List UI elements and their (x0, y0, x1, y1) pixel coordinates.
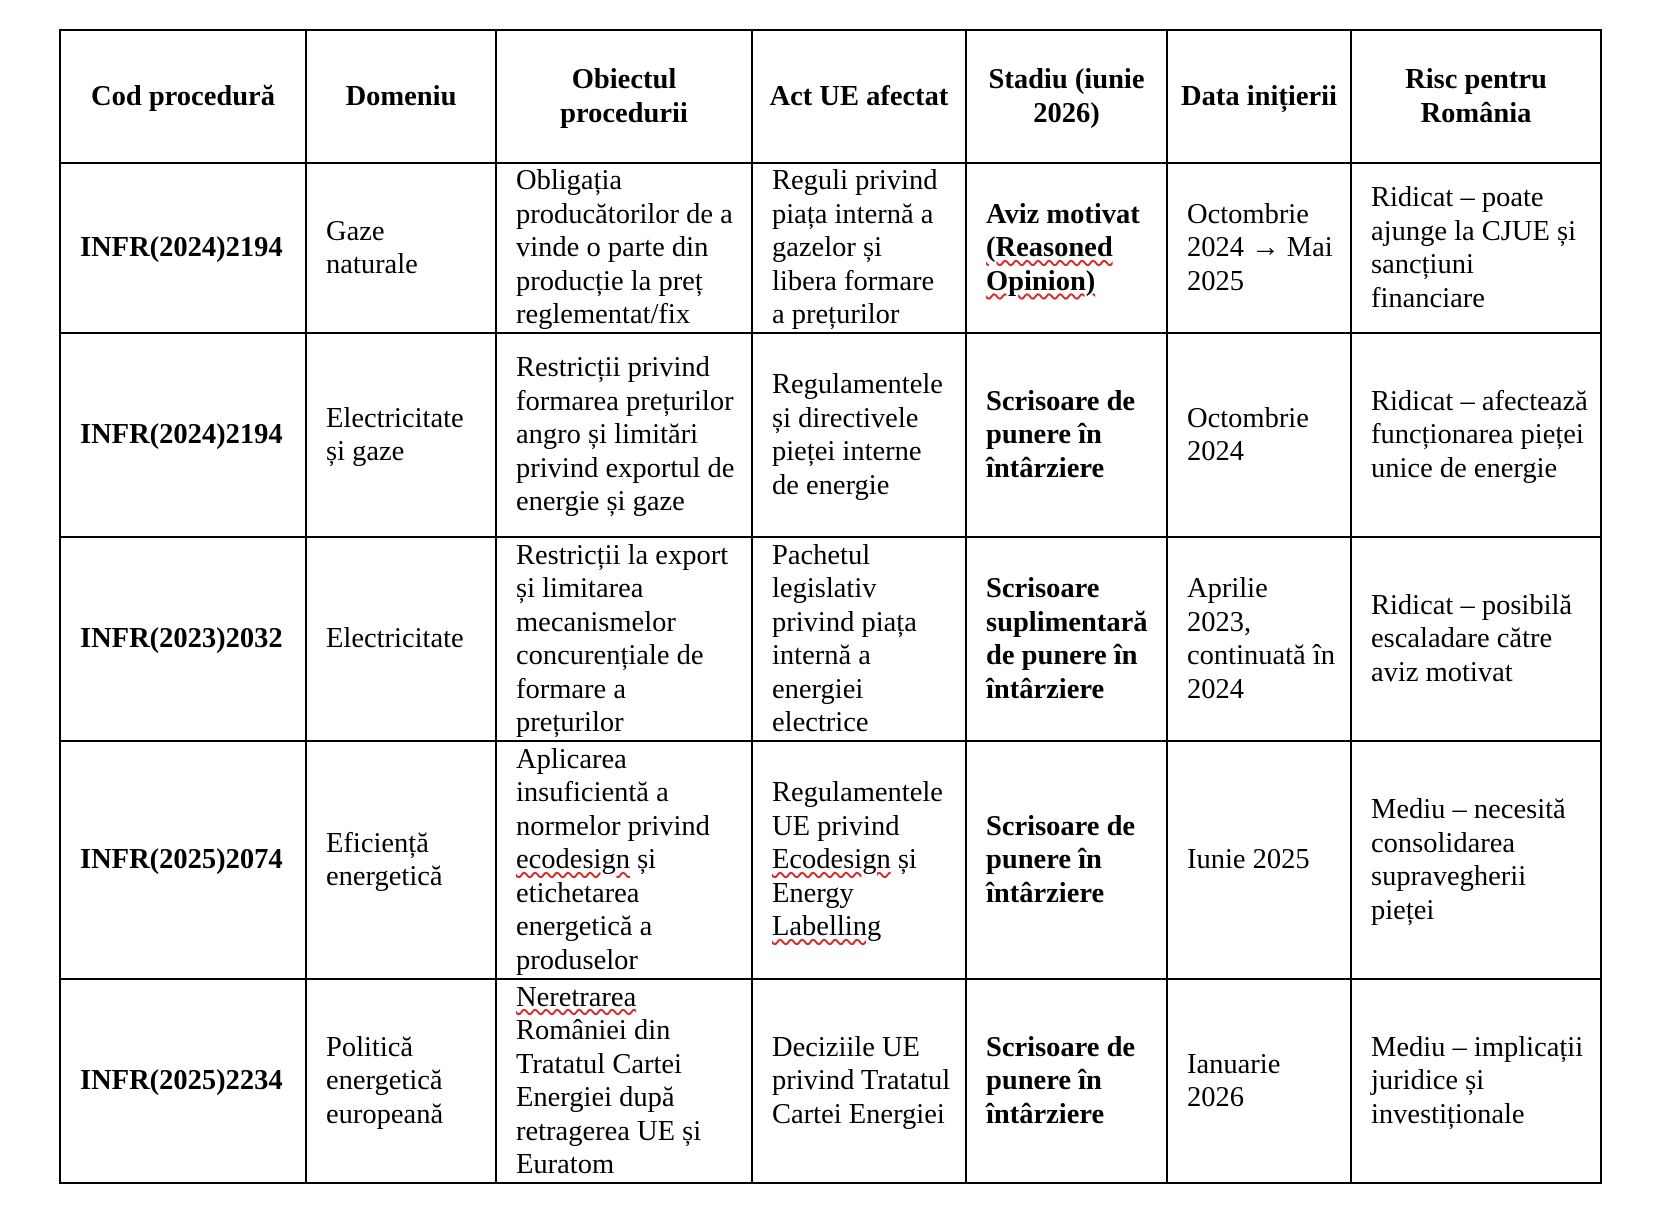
start-date-cell: Octombrie 2024 → Mai 2025 (1167, 163, 1351, 333)
risk-cell: Mediu – necesită consolidarea supravegherii pieței (1351, 741, 1601, 979)
risk-cell: Mediu – implicații juridice și investiționale (1351, 979, 1601, 1183)
spellcheck-flagged-text: ecodesign (516, 844, 630, 876)
start-date-cell: Octombrie 2024 (1167, 333, 1351, 537)
spellcheck-flagged-text: Ecodesign (772, 844, 891, 876)
object-text: Aplicarea insuficientă a normelor privind (516, 743, 710, 842)
stage-cell: Scrisoare de punere în întârziere (966, 333, 1167, 537)
start-date-cell: Ianuarie 2026 (1167, 979, 1351, 1183)
header-procedure-object: Obiectul procedurii (496, 30, 752, 163)
object-cell: Obligația producătorilor de a vinde o parte din producție la preț reglementat/fix (496, 163, 752, 333)
object-text: și etichetarea energetică a produselor (516, 844, 657, 976)
risk-cell: Ridicat – afectează funcționarea pieței unice de energie (1351, 333, 1601, 537)
object-cell (496, 741, 752, 979)
header-domain: Domeniu (306, 30, 496, 163)
domain-cell: Electricitate (306, 537, 496, 741)
header-eu-act: Act UE afectat (752, 30, 966, 163)
risk-cell: Ridicat – posibilă escaladare către aviz motivat (1351, 537, 1601, 741)
spellcheck-flagged-text: (Reasoned Opinion) (986, 232, 1113, 297)
act-text: Regulamentele UE privind (772, 777, 943, 842)
domain-cell: Electricitate și gaze (306, 333, 496, 537)
object-cell: Restricții privind formarea prețurilor angro și limitări privind exportul de energie și gaze (496, 333, 752, 537)
start-date-cell: Aprilie 2023, continuată în 2024 (1167, 537, 1351, 741)
eu-act-cell: Reguli privind piața internă a gazelor și libera formare a prețurilor (752, 163, 966, 333)
procedure-code-cell: INFR(2024)2194 (60, 163, 306, 333)
stage-cell: Scrisoare de punere în întârziere (966, 979, 1167, 1183)
stage-cell: Scrisoare de punere în întârziere (966, 741, 1167, 979)
table-row (60, 741, 1601, 979)
spellcheck-flagged-text: Labelling (772, 911, 882, 943)
act-text: și Energy (772, 844, 917, 909)
risk-cell: Ridicat – poate ajunge la CJUE și sancțiuni financiare (1351, 163, 1601, 333)
start-date-cell: Iunie 2025 (1167, 741, 1351, 979)
procedure-code-cell: INFR(2024)2194 (60, 333, 306, 537)
table-row (60, 979, 1601, 1183)
domain-cell: Politică energetică europeană (306, 979, 496, 1183)
eu-act-cell (752, 741, 966, 979)
eu-act-cell: Pachetul legislativ privind piața internă a energiei electrice (752, 537, 966, 741)
table-row (60, 333, 1601, 537)
eu-act-cell: Deciziile UE privind Tratatul Cartei Energiei (752, 979, 966, 1183)
stage-cell: Scrisoare suplimentară de punere în întârziere (966, 537, 1167, 741)
object-cell (496, 979, 752, 1183)
infringement-procedures-table (59, 29, 1602, 1184)
procedure-code-cell: INFR(2025)2074 (60, 741, 306, 979)
stage-text: Aviz motivat (986, 198, 1140, 230)
object-text: României din Tratatul Cartei Energiei după retragerea UE și Euratom (516, 1015, 702, 1180)
eu-act-cell: Regulamentele și directivele pieței interne de energie (752, 333, 966, 537)
header-start-date: Data inițierii (1167, 30, 1351, 163)
header-procedure-code: Cod procedură (60, 30, 306, 163)
stage-cell (966, 163, 1167, 333)
table-row (60, 537, 1601, 741)
object-cell: Restricții la export și limitarea mecanismelor concurențiale de formare a prețurilor (496, 537, 752, 741)
domain-cell: Eficiență energetică (306, 741, 496, 979)
procedure-code-cell: INFR(2023)2032 (60, 537, 306, 741)
header-stage: Stadiu (iunie 2026) (966, 30, 1167, 163)
table-row (60, 163, 1601, 333)
header-risk: Risc pentru România (1351, 30, 1601, 163)
domain-cell: Gaze naturale (306, 163, 496, 333)
spellcheck-flagged-text: Neretrarea (516, 981, 637, 1013)
table-header-row (60, 30, 1601, 163)
procedure-code-cell: INFR(2025)2234 (60, 979, 306, 1183)
